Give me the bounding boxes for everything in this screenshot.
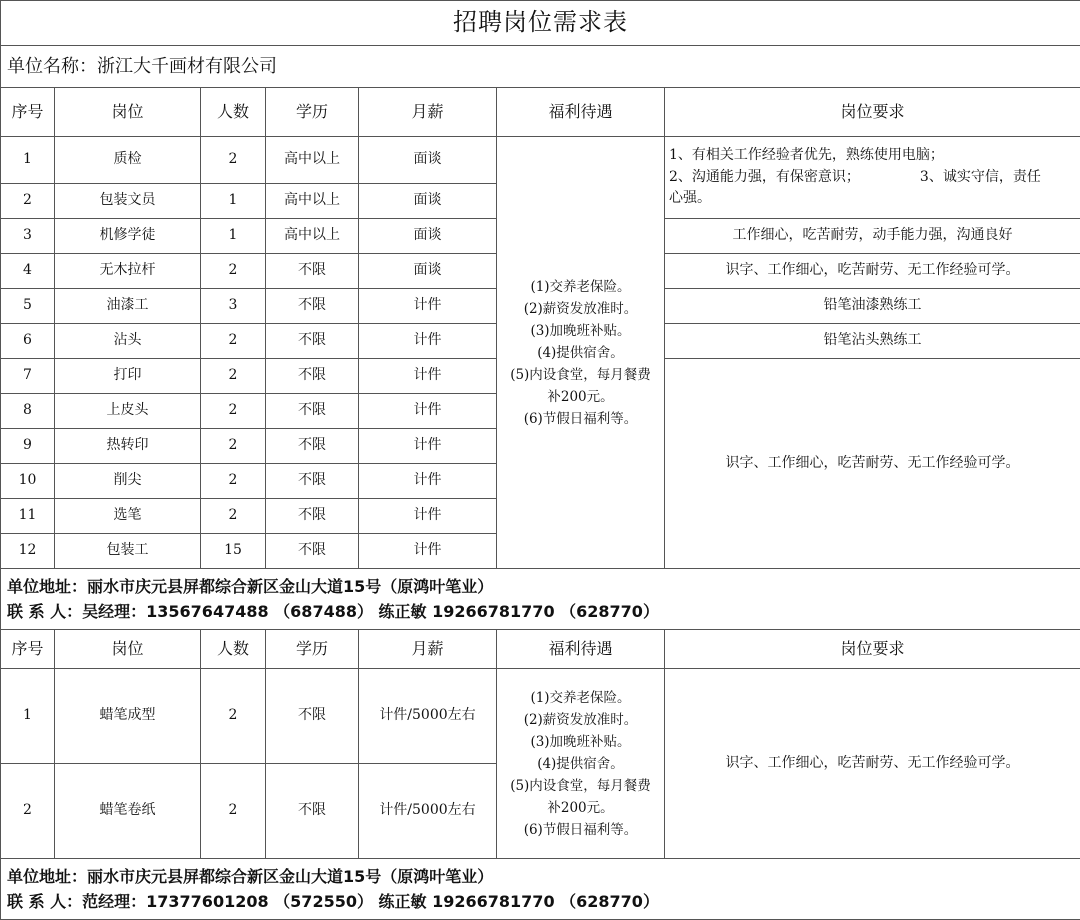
cell-count: 2 [201,764,266,859]
cell-no: 1 [1,137,55,184]
requirement-cell: 铅笔沾头熟练工 [665,324,1080,359]
cell-edu: 不限 [266,324,359,359]
cell-job: 油漆工 [55,289,201,324]
benefit-line: (2)薪资发放准时。 [497,298,664,320]
req-line: 1、有相关工作经验者优先，熟练使用电脑； [669,145,1076,167]
cell-edu: 不限 [266,254,359,289]
requirement-cell: 工作细心，吃苦耐劳，动手能力强，沟通良好 [665,219,1080,254]
cell-job: 蜡笔卷纸 [55,764,201,859]
cell-salary: 计件/5000左右 [359,669,497,764]
cell-edu: 不限 [266,429,359,464]
benefit-line: (4)提供宿舍。 [497,342,664,364]
cell-count: 2 [201,669,266,764]
benefit-line: (5)内设食堂，每月餐费 [497,775,664,797]
benefit-line: (4)提供宿舍。 [497,753,664,775]
cell-edu: 不限 [266,764,359,859]
company-name: 单位名称：浙江大千画材有限公司 [1,46,1080,88]
benefit-line: (2)薪资发放准时。 [497,709,664,731]
cell-job: 包装文员 [55,184,201,219]
col-header-count: 人数 [201,630,266,669]
col-header-count: 人数 [201,88,266,137]
req-line: 心强。 [669,188,1076,210]
requirement-cell [665,137,1080,219]
cell-edu: 不限 [266,359,359,394]
contact-info-2 [1,859,1080,920]
cell-job: 选笔 [55,499,201,534]
cell-salary: 计件 [359,359,497,394]
req-line: 3、诚实守信，责任 [920,169,1041,185]
cell-no: 4 [1,254,55,289]
col-header-req: 岗位要求 [665,88,1080,137]
benefit-line: (1)交养老保险。 [497,687,664,709]
cell-no: 2 [1,184,55,219]
cell-count: 2 [201,464,266,499]
cell-job: 热转印 [55,429,201,464]
contact-line: 联 系 人：范经理：17377601208 （572550） 练正敏 19266781770 （628770） [7,889,1080,914]
cell-count: 1 [201,219,266,254]
col-header-benefits: 福利待遇 [497,630,665,669]
benefit-line: 补200元。 [497,797,664,819]
cell-no: 7 [1,359,55,394]
cell-salary: 计件 [359,464,497,499]
cell-count: 2 [201,324,266,359]
cell-count: 3 [201,289,266,324]
cell-salary: 计件 [359,429,497,464]
cell-edu: 不限 [266,669,359,764]
cell-count: 15 [201,534,266,569]
cell-job: 机修学徒 [55,219,201,254]
cell-count: 2 [201,394,266,429]
cell-job: 沾头 [55,324,201,359]
cell-salary: 计件 [359,394,497,429]
cell-count: 2 [201,429,266,464]
cell-job: 上皮头 [55,394,201,429]
contact-line: 联 系 人：吴经理：13567647488 （687488） 练正敏 19266781770 （628770） [7,599,1080,624]
benefit-line: (6)节假日福利等。 [497,408,664,430]
contact-info-1 [1,569,1080,630]
cell-no: 3 [1,219,55,254]
cell-count: 1 [201,184,266,219]
cell-no: 1 [1,669,55,764]
cell-edu: 不限 [266,534,359,569]
benefit-line: (5)内设食堂，每月餐费 [497,364,664,386]
benefit-line: (3)加晚班补贴。 [497,731,664,753]
cell-no: 8 [1,394,55,429]
page-title: 招聘岗位需求表 [1,1,1080,46]
cell-count: 2 [201,254,266,289]
cell-no: 11 [1,499,55,534]
cell-salary: 计件 [359,324,497,359]
cell-no: 6 [1,324,55,359]
table-row [1,669,1080,764]
benefits-cell [497,137,665,569]
cell-no: 2 [1,764,55,859]
requirement-cell: 识字、工作细心，吃苦耐劳、无工作经验可学。 [665,669,1080,859]
benefit-line: (1)交养老保险。 [497,276,664,298]
cell-no: 5 [1,289,55,324]
cell-no: 10 [1,464,55,499]
requirement-cell: 识字、工作细心，吃苦耐劳、无工作经验可学。 [665,359,1080,569]
cell-salary: 面谈 [359,184,497,219]
benefit-line: (6)节假日福利等。 [497,819,664,841]
address-line: 单位地址：丽水市庆元县屏都综合新区金山大道15号（原鸿叶笔业） [7,574,1080,599]
cell-salary: 计件 [359,499,497,534]
cell-salary: 计件/5000左右 [359,764,497,859]
col-header-job: 岗位 [55,630,201,669]
cell-no: 9 [1,429,55,464]
requirement-cell: 识字、工作细心，吃苦耐劳、无工作经验可学。 [665,254,1080,289]
cell-job: 打印 [55,359,201,394]
cell-count: 2 [201,499,266,534]
req-line: 2、沟通能力强，有保密意识； [669,169,860,185]
header-row [1,630,1080,669]
cell-edu: 高中以上 [266,137,359,184]
col-header-edu: 学历 [266,630,359,669]
cell-salary: 面谈 [359,219,497,254]
col-header-req: 岗位要求 [665,630,1080,669]
col-header-salary: 月薪 [359,630,497,669]
col-header-benefits: 福利待遇 [497,88,665,137]
col-header-edu: 学历 [266,88,359,137]
col-header-salary: 月薪 [359,88,497,137]
cell-salary: 面谈 [359,254,497,289]
cell-no: 12 [1,534,55,569]
col-header-job: 岗位 [55,88,201,137]
cell-salary: 面谈 [359,137,497,184]
cell-job: 质检 [55,137,201,184]
cell-job: 蜡笔成型 [55,669,201,764]
cell-edu: 不限 [266,289,359,324]
benefits-cell [497,669,665,859]
cell-edu: 不限 [266,394,359,429]
cell-job: 削尖 [55,464,201,499]
cell-edu: 高中以上 [266,219,359,254]
requirement-cell: 铅笔油漆熟练工 [665,289,1080,324]
cell-job: 无木拉杆 [55,254,201,289]
col-header-no: 序号 [1,630,55,669]
header-row [1,88,1080,137]
cell-edu: 不限 [266,499,359,534]
address-line: 单位地址：丽水市庆元县屏都综合新区金山大道15号（原鸿叶笔业） [7,864,1080,889]
table-row [1,137,1080,184]
cell-count: 2 [201,137,266,184]
col-header-no: 序号 [1,88,55,137]
cell-edu: 高中以上 [266,184,359,219]
cell-job: 包装工 [55,534,201,569]
benefit-line: 补200元。 [497,386,664,408]
benefit-line: (3)加晚班补贴。 [497,320,664,342]
cell-edu: 不限 [266,464,359,499]
cell-salary: 计件 [359,534,497,569]
cell-count: 2 [201,359,266,394]
cell-salary: 计件 [359,289,497,324]
